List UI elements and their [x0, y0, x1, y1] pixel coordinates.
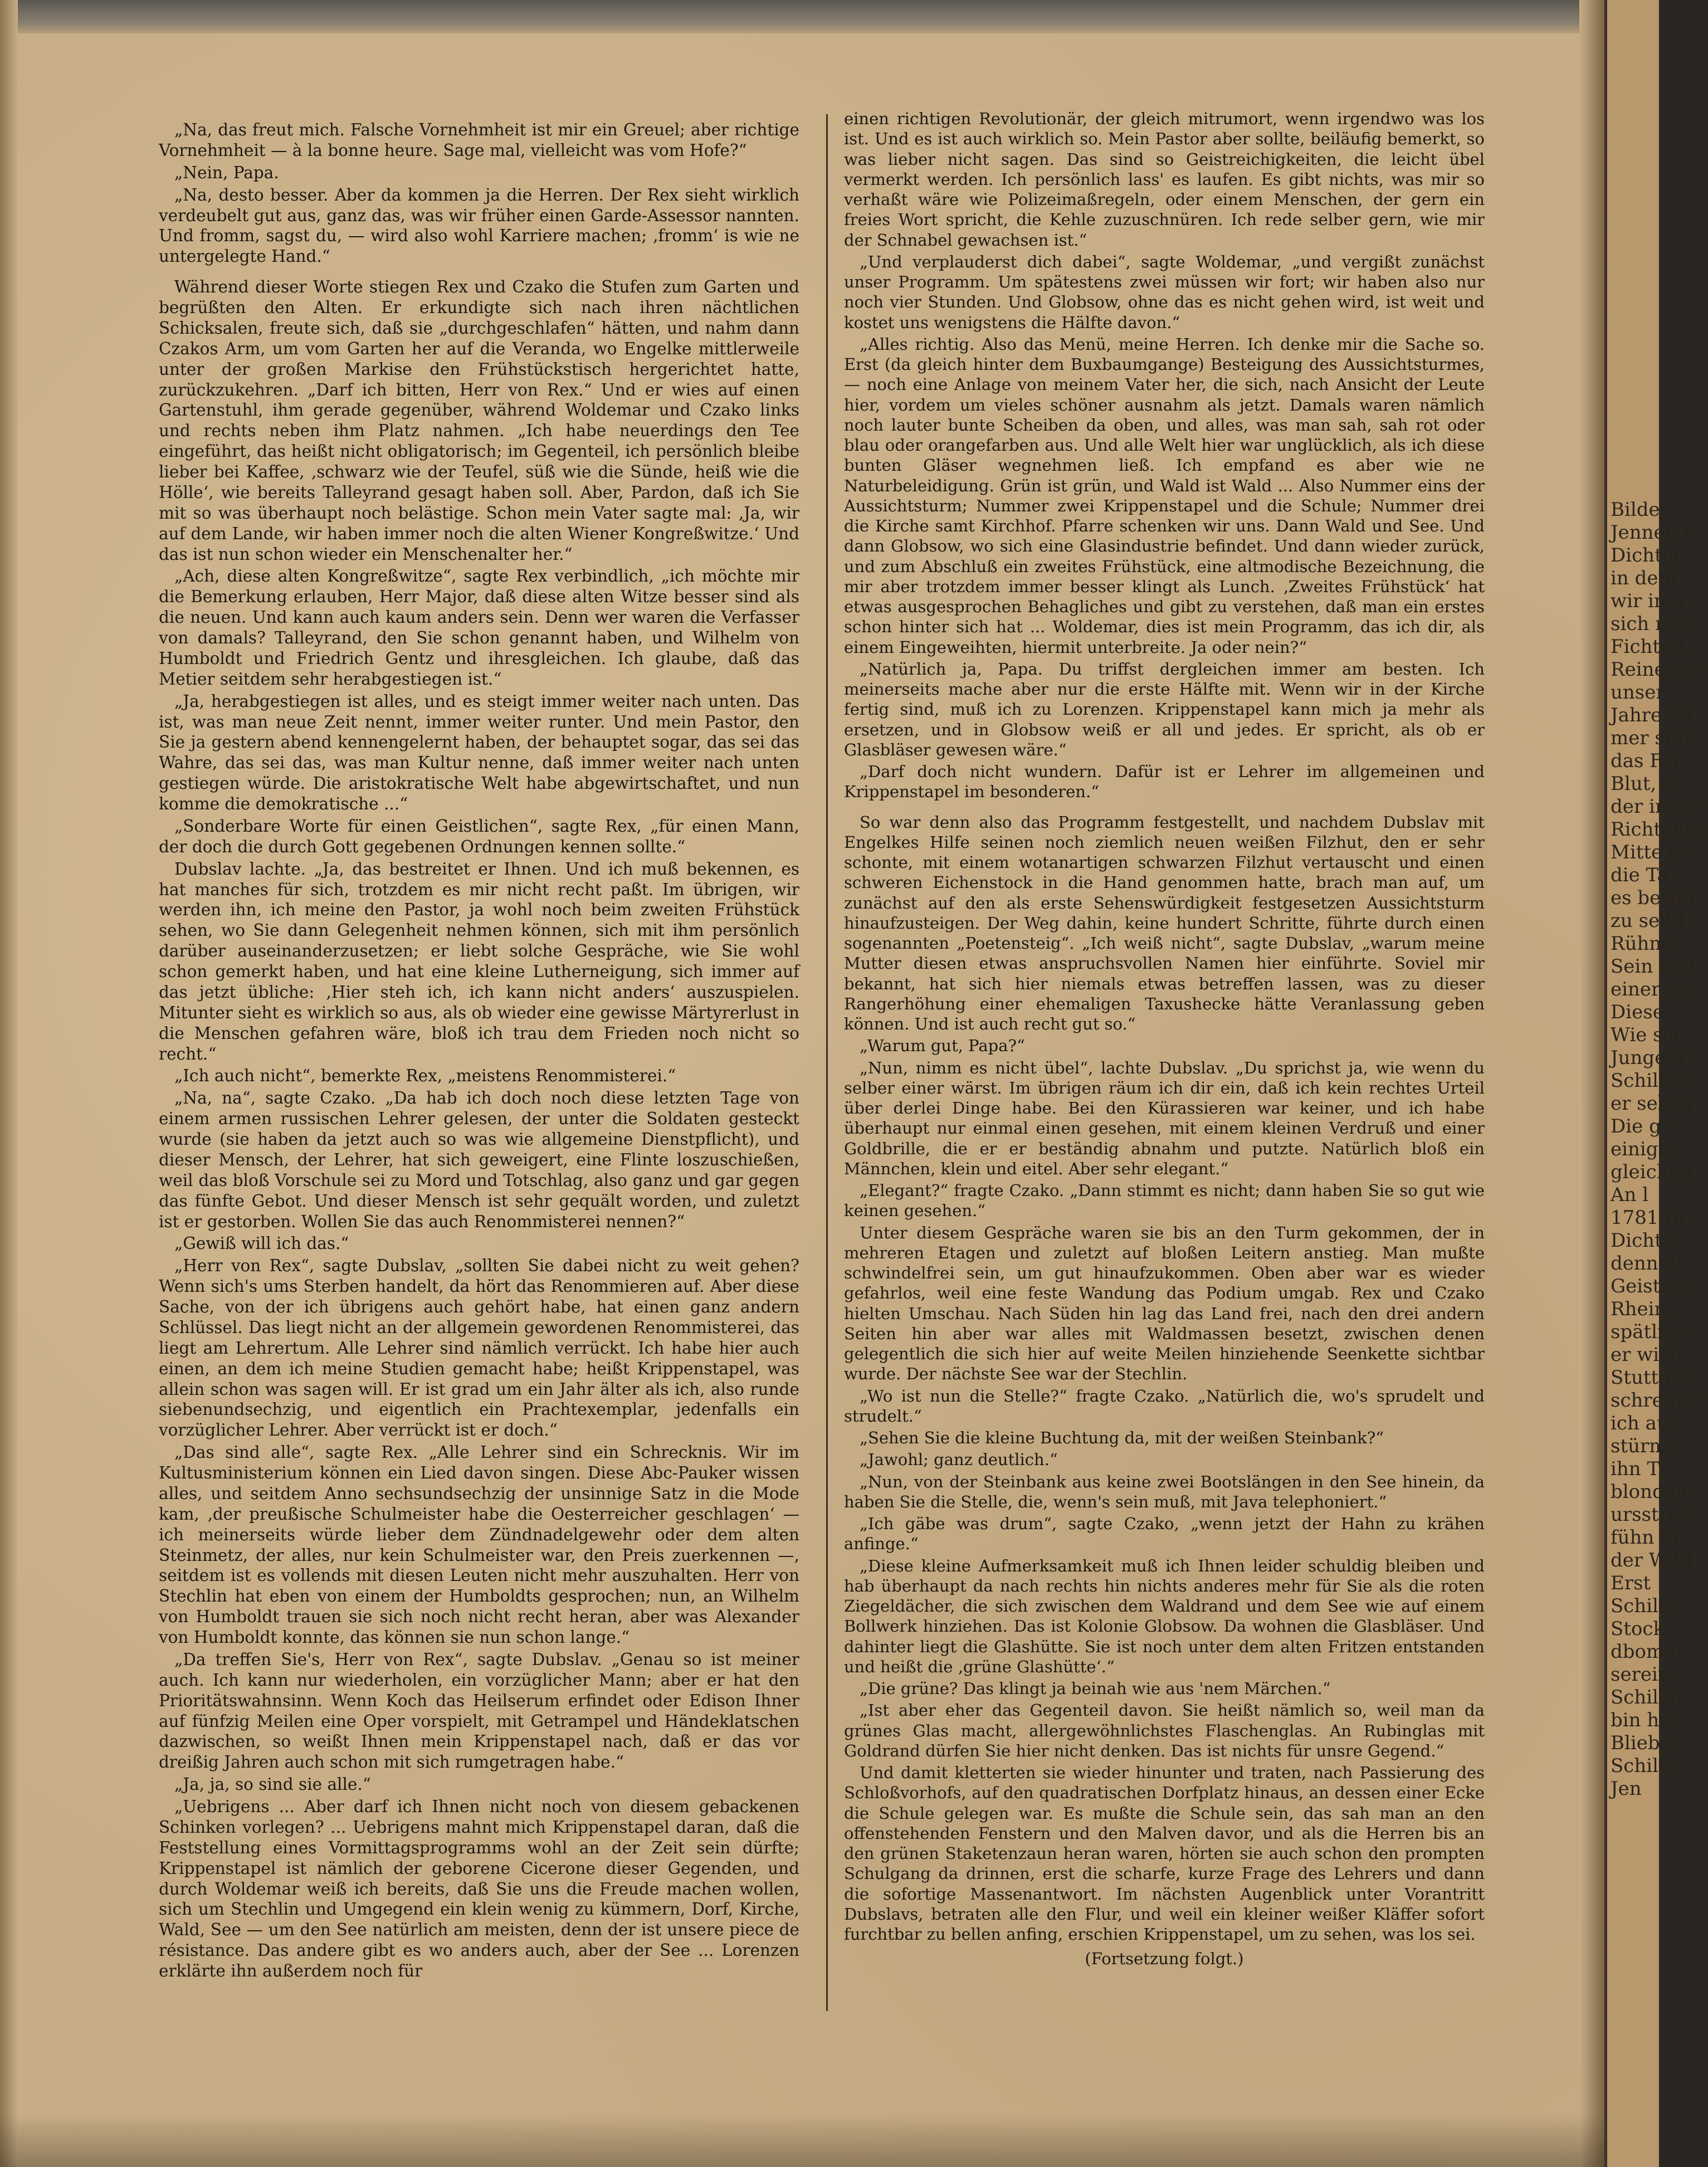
adjacent-page-line: gleichen [1611, 1161, 1692, 1183]
adjacent-page-text [1607, 499, 1708, 1800]
adjacent-page-line: Blut, di [1611, 773, 1681, 795]
adjacent-page-line: blonden [1611, 1481, 1688, 1503]
adjacent-page-line: Dichter [1611, 1229, 1683, 1252]
adjacent-page-line: Bilder [1611, 499, 1669, 521]
adjacent-page-line: einer au [1611, 978, 1690, 1000]
adjacent-page-line: der imme [1611, 795, 1702, 818]
paragraph: „Wo ist nun die Stelle?“ fragte Czako. „Natürlich die, wo's sprudelt und strudelt.“ [844, 1386, 1485, 1426]
page-top-edge [0, 0, 1604, 33]
adjacent-page-line: Schiller [1611, 1755, 1685, 1777]
paragraph: „Jawohl; ganz deutlich.“ [860, 1450, 1058, 1470]
adjacent-page-line: der Wild [1611, 1549, 1692, 1571]
paragraph: „Natürlich ja, Papa. Du triffst dergleichen immer am besten. Ich meinerseits mache aber nur die erste Hälfte mit. Wenn wir in der Kirche fertig sind, muß ich zu Lorenzen. Krippenstapel kann mich ja mehr als ersetzen, und in Globsow weiß er all und jedes. Er spricht, als ob er Glasbläser gewesen wäre.“ [844, 659, 1485, 759]
adjacent-page-line: Stuttgar [1611, 1366, 1691, 1389]
paragraph: „Nun, nimm es nicht übel“, lachte Dubslav. „Du sprichst ja, wie wenn du selber einer wärst. Im übrigen räum ich dir ein, daß ich kein rechtes Urteil über derlei Dinge habe. Bei den Kürassieren war keiner, und ich habe überhaupt nur einmal einen gesehen, mit einem kleinen Verdruß und einer Goldbrille, die er er beständig abnahm und putzte. Natürlich bloß ein Männchen, klein und eitel. Aber sehr elegant.“ [844, 1058, 1485, 1178]
paragraph: Dubslav lachte. „Ja, das bestreitet er Ihnen. Und ich muß bekennen, es hat manches für sich, trotzdem es mir nicht recht paßt. Im übrigen, wir werden ihn, ich meine den Pastor, ja wohl noch beim zweiten Frühstück sehen, wo Sie dann Gelegenheit nehmen können, sich mit ihm persönlich darüber auseinanderzusetzen; er liebt solche Gespräche, wie Sie wohl schon gemerkt haben, und hat eine kleine Lutherneigung, sich immer auf das jetzt übliche: ‚Hier steh ich, ich kann nicht anders‘ auszuspielen. Mitunter sieht es wirklich so aus, als ob wieder eine gewisse Märtyrerlust in die Menschen gefahren wäre, bloß ich trau dem Frieden noch nicht so recht.“ [159, 859, 799, 1063]
page-left-edge [0, 0, 18, 2167]
adjacent-page-line: sereins [1611, 1663, 1680, 1686]
adjacent-page-line: wir in u [1611, 590, 1685, 612]
adjacent-page-line: Geist un [1611, 1275, 1691, 1297]
paragraph: „Die grüne? Das klingt ja beinah wie aus 'nem Märchen.“ [860, 1679, 1331, 1698]
adjacent-page-line: ihn Tr [1611, 1458, 1669, 1480]
adjacent-page-line: spätlich [1611, 1321, 1686, 1343]
paragraph: So war denn also das Programm festgestellt, und nachdem Dubslav mit Engelkes Hilfe seinen noch ziemlich neuen weißen Filzhut, den er sehr schonte, mit einem wotanartigen schwarzen Filzhut vertauscht und einen schweren Eichenstock in die Hand genommen hatte, brach man auf, um zunächst auf den als erste Sehenswürdigkeit festgesetzen Aussichtsturm hinaufzusteigen. Der Weg dahin, keine hundert Schritte, führte durch einen sogenannten „Poetensteig“. „Ich weiß nicht“, sagte Dubslav, „warum meine Mutter diesen etwas anspruchsvollen Namen hier einführte. Soviel mir bekannt, hat sich hier niemals etwas betreffen lassen, was zu dieser Rangerhöhung einer ehemaligen Taxushecke hätte Veranlassung geben können. Und ist auch recht gut so.“ [844, 812, 1485, 1033]
paragraph: „Ja, ja, so sind sie alle.“ [174, 1775, 371, 1794]
adjacent-page-line: Schiller [1611, 1595, 1685, 1617]
paragraph: „Ja, herabgestiegen ist alles, und es steigt immer weiter nach unten. Das ist, was man neue Zeit nennt, immer weiter runter. Und mein Pastor, den Sie ja gestern abend kennengelernt haben, der behauptet sogar, das sei das Wahre, das sei das, was man Kultur nenne, daß immer weiter nach unten gestiegen würde. Die aristokratische Welt habe abgewirtschaftet, und nun komme die demokratische ...“ [159, 691, 799, 813]
paragraph: „Ist aber eher das Gegenteil davon. Sie heißt nämlich so, weil man da grünes Glas macht, allergewöhnlichstes Flaschenglas. An Rubinglas mit Goldrand dürfen Sie hier nicht denken. Das ist nichts für unsre Gegend.“ [844, 1701, 1485, 1760]
paragraph: „Herr von Rex“, sagte Dubslav, „sollten Sie dabei nicht zu weit gehen? Wenn sich's ums Sterben handelt, da hört das Renommieren auf. Aber diese Sache, von der ich übrigens auch gehört habe, hat einen ganz andern Schlüssel. Das liegt nicht an der allgemein gewordenen Renommisterei, das liegt am Lehrertum. Alle Lehrer sind nämlich verrückt. Ich habe hier auch einen, an dem ich meine Studien gemacht habe; heißt Krippenstapel, was allein schon was sagen will. Er ist grad um ein Jahr älter als ich, also runde siebenundsechzig, und eigentlich ein Prachtexemplar, jedenfalls ein vorzüglicher Lehrer. Aber verrückt ist er doch.“ [159, 1256, 799, 1440]
adjacent-page-line: denn ol [1611, 1252, 1682, 1275]
adjacent-page-line: An l [1611, 1184, 1649, 1206]
column-divider [826, 114, 828, 2011]
paragraph: Unter diesem Gespräche waren sie bis an den Turm gekommen, der in mehreren Etagen und zuletzt auf bloßen Leitern anstieg. Man mußte schwindelfrei sein, um gut hinaufzukommen. Oben aber war es wieder gefahrlos, weil eine feste Wandung das Podium umgab. Rex und Czako hielten Umschau. Nach Süden hin lag das Land frei, nach den drei andern Seiten hin aber war alles mit Waldmassen besetzt, zwischen denen gelegentlich die sich hier auf weite Meilen hinziehende Seenkette sichtbar wurde. Der nächste See war der Stechlin. [844, 1223, 1485, 1384]
paragraph: Während dieser Worte stiegen Rex und Czako die Stufen zum Garten und begrüßten den Alten. Er erkundigte sich nach ihren nächtlichen Schicksalen, freute sich, daß sie „durchgeschlafen“ hätten, und nahm dann Czakos Arm, um vom Garten her auf die Veranda, wo Engelke mittlerweile unter der großen Markise den Frühstückstisch hergerichtet hatte, zurückzukehren. „Darf ich bitten, Herr von Rex.“ Und er wies auf einen Gartenstuhl, ihm gerade gegenüber, während Woldemar und Czako links und rechts neben ihm Platz nahmen. „Ich habe neuerdings den Tee eingeführt, das heißt nicht obligatorisch; im Gegenteil, ich persönlich bleibe lieber bei Kaffee, ‚schwarz wie der Teufel, süß wie die Sünde, heiß wie die Hölle‘, wie bereits Talleyrand gesagt haben soll. Aber, Pardon, daß ich Sie mit so was überhaupt noch belästige. Schon mein Vater sagte mal: ‚Ja, wir auf dem Lande, wir haben immer noch die alten Wiener Kongreßwitze.‘ Und das ist nun schon wieder ein Menschenalter her.“ [159, 277, 799, 564]
paragraph: „Na, das freut mich. Falsche Vornehmheit ist mir ein Greuel; aber richtige Vornehmheit — à la bonne heure. Sage mal, vielleicht was vom Hofe?“ [159, 120, 799, 160]
paragraph: einen richtigen Revolutionär, der gleich mitrumort, wenn irgendwo was los ist. Und es ist auch wirklich so. Mein Pastor aber sollte, beiläufig bemerkt, so was lieber nicht sagen. Das sind so Geistreichigkeiten, die leicht übel vermerkt werden. Ich persönlich lass' es laufen. Es gibt nichts, was mir so verhaßt wäre wie Polizeimaßregeln, oder einem Menschen, der gern ein freies Wort spricht, die Kehle zuzuschnüren. Ich rede selber gern, wie mir der Schnabel gewachsen ist.“ [844, 109, 1485, 250]
adjacent-page-line: Schillert [1611, 1070, 1692, 1092]
adjacent-page-line: das Fer [1611, 750, 1682, 772]
adjacent-page-line: Jen [1611, 1778, 1642, 1800]
paragraph: „Ich gäbe was drum“, sagte Czako, „wenn jetzt der Hahn zu krähen anfinge.“ [844, 1514, 1485, 1554]
continuation-note: (Fortsetzung folgt.) [1085, 1949, 1244, 1969]
paragraph: „Ich auch nicht“, bemerkte Rex, „meistens Renommisterei.“ [174, 1066, 676, 1086]
adjacent-page-line: Fichteit, [1611, 636, 1691, 658]
adjacent-page-line: Reineswe [1611, 658, 1703, 681]
paragraph: „Warum gut, Papa?“ [860, 1036, 1025, 1056]
paragraph: „Da treffen Sie's, Herr von Rex“, sagte Dubslav. „Genau so ist meiner auch. Ich kann nur wiederholen, ein vorzüglicher Mann; aber er hat den Prioritätswahnsinn. Wenn Koch das Heilserum erfindet oder Edison Ihner auf fünfzig Meilen eine Oper vorspielt, mit Getrampel und Händeklatschen dazwischen, so weißt Ihnen mein Krippenstapel nach, daß er das vor dreißig Jahren auch schon mit sich rumgetragen habe.“ [159, 1649, 799, 1772]
adjacent-page-line: Jungent [1611, 1047, 1686, 1069]
adjacent-page-line: bin hat [1611, 1709, 1678, 1731]
adjacent-page-line: fühn hi [1611, 1526, 1678, 1549]
adjacent-page-line: Rhein, [1611, 1298, 1673, 1320]
page-bottom-shadow [0, 2114, 1604, 2167]
text-column-right [844, 109, 1485, 1971]
adjacent-page-line: Richtende [1611, 818, 1708, 841]
page-binding-shadow [1579, 0, 1604, 2167]
adjacent-page-line: Bliebes, [1611, 1732, 1687, 1754]
adjacent-page-line: Dichter [1611, 544, 1683, 567]
paragraph: „Nun, von der Steinbank aus keine zwei Bootslängen in den See hinein, da haben Sie die Stelle, die, wenn's sein muß, mit Java telephoniert.“ [844, 1472, 1485, 1511]
adjacent-page-line: ursstret [1611, 1504, 1687, 1526]
adjacent-page-line: Rühne [1611, 933, 1673, 955]
adjacent-page-line: Jahre 18 [1611, 704, 1692, 726]
adjacent-page-line: Sein heil [1611, 955, 1695, 978]
adjacent-page-line: in dem [1611, 567, 1676, 589]
adjacent-page-line: ich auf [1611, 1412, 1676, 1434]
adjacent-page-line: einigt f [1611, 1138, 1679, 1160]
paragraph: Und damit kletterten sie wieder hinunter und traten, nach Passierung des Schloßvorhofs, auf den quadratischen Dorfplatz hinaus, an dessen einer Ecke die Schule gelegen war. Es mußte die Schule sein, das sah man an den offenstehenden Fenstern und den Malven davor, und als die Herren bis an den grünen Staketenzaun heran waren, hörten sie auch schon den prompten Schulgang da drinnen, erst die scharfe, kurze Frage des Lehrers und dann die sofortige Massenantwort. Im nächsten Augenblick unter Vorantritt Dubslavs, betraten alle den Flur, und weil ein kleiner weißer Kläffer sofort furchtbar zu bellen anfing, erschien Krippenstapel, um zu sehen, was los sei. [844, 1763, 1485, 1944]
paragraph: „Uebrigens ... Aber darf ich Ihnen nicht noch von diesem gebackenen Schinken vorlegen? ... Uebrigens mahnt mich Krippenstapel daran, daß die Feststellung eines Vormittagsprogramms wohl an der Zeit sein dürfte; Krippenstapel ist nämlich der geborene Cicerone dieser Gegenden, und durch Woldemar weiß ich bereits, daß Sie uns die Freude machen wollen, sich um Stechlin und Umgegend ein klein wenig zu kümmern, Dorf, Kirche, Wald, See — um den See natürlich am meisten, denn der ist unsere piece de résistance. Das andere gibt es wo anders auch, aber der See ... Lorenzen erklärte ihn außerdem noch für [159, 1797, 799, 1980]
paragraph: „Sehen Sie die kleine Buchtung da, mit der weißen Steinbank?“ [860, 1428, 1384, 1447]
paragraph: „Sonderbare Worte für einen Geistlichen“, sagte Rex, „für einen Mann, der doch die durch Gott gegebenen Ordnungen kennen sollte.“ [159, 816, 799, 856]
adjacent-page-line: Jennen w [1611, 521, 1700, 544]
adjacent-page-line: mer stol [1611, 727, 1690, 749]
adjacent-page-line: Diese [1611, 1001, 1664, 1023]
paragraph: „Ach, diese alten Kongreßwitze“, sagte Rex verbindlich, „ich möchte mir die Bemerkung erlauben, Herr Major, daß diese alten Witze besser sind als die neuen. Und kann auch kaum anders sein. Denn wer waren die Verfasser von damals? Talleyrand, den Sie schon genannt haben, und Wilhelm von Humboldt und Friedrich Gentz und ihresgleichen. Ich glaube, daß das Metier seitdem sehr herabgestiegen ist.“ [159, 567, 799, 689]
paragraph: „Alles richtig. Also das Menü, meine Herren. Ich denke mir die Sache so. Erst (da gleich hinter dem Buxbaumgange) Besteigung des Aussichtsturmes, — noch eine Anlage von meinem Vater her, die sich, nach Ansicht der Leute hier, vordem um vieles schöner ausnahm als jetzt. Damals waren nämlich noch lauter bunte Scheiben da oben, und alles, was man sah, sah rot oder blau oder orangefarben aus. Und alle Welt hier war unglücklich, als ich diese bunten Gläser wegnehmen ließ. Ich empfand es aber wie ne Naturbeleidigung. Grün ist grün, und Wald ist Wald ... Also Nummer eins der Aussichtsturm; Nummer zwei Krippenstapel und die Schule; Nummer drei die Kirche samt Kirchhof. Pfarre schenken wir uns. Dann Wald und See. Und dann Globsow, wo sich eine Glasindustrie befindet. Und dann wieder zurück, und zum Abschluß ein zweites Frühstück, eine altmodische Bezeichnung, die mir aber trotzdem immer besser klingt als Lunch. ‚Zweites Frühstück‘ hat etwas ausgesprochen Behagliches und gibt zu verstehen, daß man ein erstes schon hinter sich hat ... Woldemar, dies ist mein Programm, das ich dir, als einem Eingeweihten, hiermit unterbreite. Ja oder nein?“ [844, 334, 1485, 657]
adjacent-page-line: Die gr [1611, 1115, 1671, 1138]
paragraph: „Darf doch nicht wundern. Dafür ist er Lehrer im allgemeinen und Krippenstapel im besonderen.“ [844, 762, 1485, 802]
adjacent-page-line: es bewei [1611, 887, 1695, 909]
adjacent-page-line: die Ta [1611, 864, 1668, 886]
paragraph: „Diese kleine Aufmerksamkeit muß ich Ihnen leider schuldig bleiben und hab überhaupt da nach rechts hin nichts anderes mehr für Sie als die roten Ziegeldächer, die sich zwischen dem Waldrand und dem See wie auf einem Bollwerk hinziehen. Das ist Kolonie Globsow. Da wohnen die Glasbläser. Und dahinter liegt die Glashütte. Sie ist noch unter dem alten Fritzen entstanden und heißt die ‚grüne Glashütte‘.“ [844, 1556, 1485, 1676]
adjacent-page-line: dbom o [1611, 1641, 1682, 1663]
paragraph: „Gewiß will ich das.“ [174, 1234, 349, 1253]
paragraph: „Nein, Papa. [174, 163, 279, 182]
adjacent-page-line: Mitte de [1611, 841, 1692, 863]
paragraph: „Na, na“, sagte Czako. „Da hab ich doch noch diese letzten Tage von einem armen russischen Lehrer gelesen, der unter die Soldaten gesteckt wurde (sie haben da jetzt auch so was wie allgemeine Dienstpflicht), und dieser Mensch, der Lehrer, hat sich geweigert, eine Flinte loszuschießen, weil das bloß Vorschule sei zu Mord und Totschlag, also ganz und gar gegen das fünfte Gebot. Und dieser Mensch ist sehr gequält worden, und zuletzt ist er gestorben. Wollen Sie das auch Renommisterei nennen?“ [159, 1089, 799, 1231]
adjacent-page-line: Wie sch [1611, 1024, 1686, 1046]
adjacent-page-line: Schiller [1611, 1686, 1685, 1709]
adjacent-page-line: Erst [1611, 1572, 1651, 1594]
adjacent-page-line: stürme [1611, 1435, 1678, 1457]
adjacent-page-line: er wich [1611, 1344, 1682, 1366]
paragraph: „Das sind alle“, sagte Rex. „Alle Lehrer sind ein Schrecknis. Wir im Kultusministerium können ein Lied davon singen. Diese Abc-Pauker wissen alles, und seitdem Anno sechsundsechzig der unsinnige Satz in die Mode kam, ‚der preußische Schulmeister habe die Oesterreicher geschlagen‘ — ich meinerseits würde lieber dem Zündnadelgewehr oder dem alten Steinmetz, der alles, nur kein Schulmeister war, den Preis zuerkennen —, seitdem ist es vollends mit diesen Leuten nicht mehr auszuhalten. Herr von Stechlin hat eben von einem der Humboldts gesprochen; nun, an Wilhelm von Humboldt trauen sie sich noch nicht recht heran, aber was Alexander von Humboldt konnte, das können sie nun schon lange.“ [159, 1443, 799, 1647]
adjacent-page-line: sich nah [1611, 613, 1691, 635]
paragraph: „Na, desto besser. Aber da kommen ja die Herren. Der Rex sieht wirklich verdeubelt gut aus, ganz das, was wir früher einen Garde-Assessor nannten. Und fromm, sagst du, — wird also wohl Karriere machen; ‚fromm‘ is wie ne untergelegte Hand.“ [159, 185, 799, 266]
text-column-left [159, 120, 799, 1983]
adjacent-page-line: Stock [1611, 1618, 1665, 1640]
adjacent-page-line: schreiber [1611, 1389, 1702, 1412]
paragraph: „Elegant?“ fragte Czako. „Dann stimmt es nicht; dann haben Sie so gut wie keinen gesehen.“ [844, 1181, 1485, 1221]
paragraph: „Und verplauderst dich dabei“, sagte Woldemar, „und vergißt zunächst unser Programm. Um spätestens zwei müssen wir fort; wir haben also nur noch vier Stunden. Und Globsow, ohne das es nicht gehen wird, ist weit und kostet uns wenigstens die Hälfte davon.“ [844, 252, 1485, 332]
adjacent-page-line: er seltsa [1611, 1092, 1693, 1115]
adjacent-page-line: unser [1611, 681, 1665, 704]
adjacent-page-line: zu selbf [1611, 910, 1685, 932]
adjacent-page-strip [1604, 0, 1708, 2167]
adjacent-page-line: 1781 In [1611, 1207, 1685, 1229]
